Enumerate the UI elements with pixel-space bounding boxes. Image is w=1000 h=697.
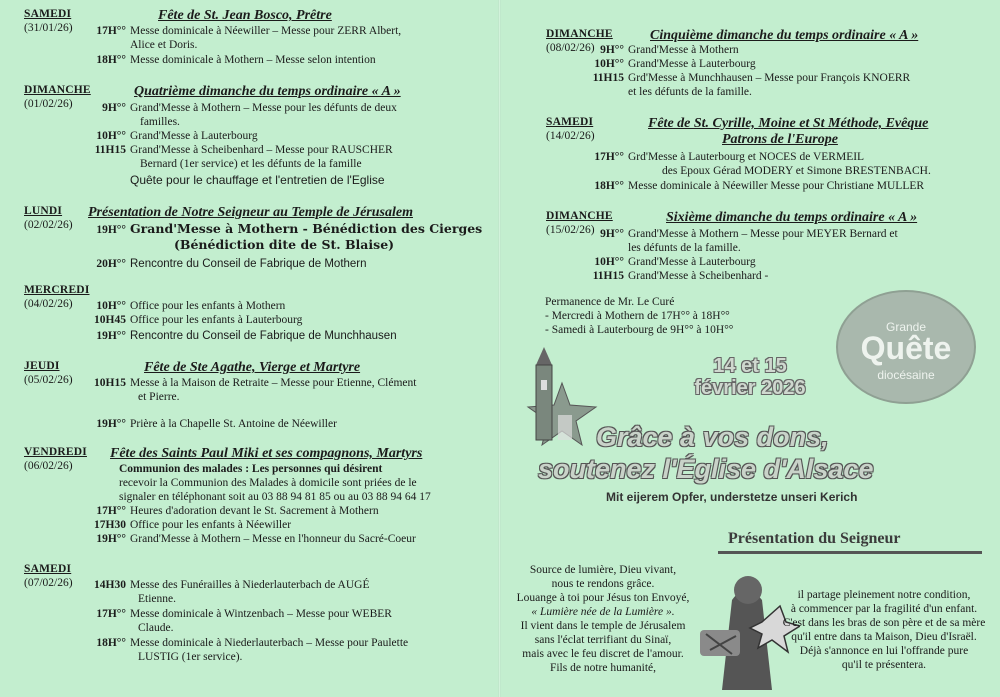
date-label: (07/02/26) [24, 577, 73, 589]
permanence-line: - Mercredi à Mothern de 17H°° à 18H°° [545, 310, 730, 322]
mass-text: Messe des Funérailles à Niederlauterbach de AUGÉ [130, 579, 370, 591]
time: 9H°° [102, 102, 126, 114]
day-label: SAMEDI [546, 116, 594, 128]
time: 11H15 [592, 270, 624, 282]
mass-text: Office pour les enfants à Néewiller [130, 519, 292, 531]
entry-dimanche-0102 [24, 84, 494, 194]
quete-banner-line1: Grâce à vos dons, [596, 422, 829, 452]
permanence-heading: Permanence de Mr. Le Curé [545, 296, 675, 308]
time: 19H°° [96, 224, 126, 236]
feast-title: Fête des Saints Paul Miki et ses compagnons, Martyrs [110, 446, 423, 461]
time: 17H°° [96, 25, 126, 37]
time: 10H°° [96, 130, 126, 142]
mass-text: Grand'Messe à Mothern – Messe pour les défunts de deux [130, 102, 397, 114]
mass-text: Grand'Messe à Mothern [628, 44, 739, 56]
date-label: (01/02/26) [24, 98, 73, 110]
presentation-title: Présentation du Seigneur [728, 530, 901, 547]
feast-title: Présentation de Notre Seigneur au Temple de Jérusalem [88, 205, 413, 220]
feast-title: Cinquième dimanche du temps ordinaire « A » [650, 28, 919, 43]
poem-line: nous te rendons grâce. [551, 578, 655, 590]
time: 17H30 [94, 519, 126, 531]
time: 9H°° [600, 44, 624, 56]
poem-line: à commencer par la fragilité d'un enfant. [790, 603, 978, 615]
day-label: JEUDI [24, 360, 60, 372]
mass-text: et Pierre. [138, 391, 180, 403]
day-label: VENDREDI [24, 446, 87, 458]
entry-samedi-3101 [24, 8, 494, 68]
quete-dates [672, 355, 828, 405]
date-label: (05/02/26) [24, 374, 73, 386]
mass-text: (Bénédiction dite de St. Blaise) [174, 237, 395, 252]
date-label: (31/01/26) [24, 22, 73, 34]
poem-line: Fils de notre humanité, [549, 662, 657, 674]
time: 19H°° [96, 330, 126, 342]
mass-text: Prière à la Chapelle St. Antoine de Néewiller [130, 418, 337, 430]
time: 10H°° [594, 256, 624, 268]
mass-text: LUSTIG (1er service). [138, 651, 243, 663]
mass-text: Grd'Messe à Lauterbourg et NOCES de VERMEIL [628, 151, 865, 163]
feast-title: Sixième dimanche du temps ordinaire « A » [666, 210, 918, 225]
poem-line: Déjà s'annonce en lui l'offrande pure [799, 645, 969, 657]
mass-text: Office pour les enfants à Mothern [130, 300, 286, 312]
poem-line: Source de lumière, Dieu vivant, [529, 564, 677, 576]
mass-text: Claude. [138, 622, 174, 634]
communion-note: Communion des malades : Les personnes qui désirent [119, 463, 383, 475]
mass-text: Grand'Messe à Mothern – Messe pour MEYER Bernard et [628, 228, 898, 240]
mass-text: Heures d'adoration devant le St. Sacrement à Mothern [130, 505, 379, 517]
mass-text: Etienne. [138, 593, 176, 605]
date-label: (15/02/26) [546, 224, 595, 236]
poem-left [503, 563, 703, 675]
quete-small1: Grande [885, 320, 927, 334]
day-label: LUNDI [24, 205, 63, 217]
mass-text: Grand'Messe à Lauterbourg [628, 58, 756, 70]
poem-right [770, 588, 998, 672]
feast-title: Fête de Ste Agathe, Vierge et Martyre [144, 360, 361, 375]
mass-text: des Epoux Gérad MODERY et Simone BRESTENBACH. [662, 165, 931, 177]
time: 18H°° [594, 180, 624, 192]
collection-note: Quête pour le chauffage et l'entretien de l'Eglise [130, 173, 385, 187]
day-label: DIMANCHE [546, 28, 613, 40]
date-label: (08/02/26) [546, 42, 595, 54]
communion-note: recevoir la Communion des Malades à domicile sont priées de le [119, 477, 417, 489]
phone-note: signaler en téléphonant soit au 03 88 94 81 85 ou au 03 88 94 64 17 [119, 491, 431, 503]
mass-text: Alice et Doris. [130, 39, 198, 51]
mass-text: familles. [140, 116, 180, 128]
time: 17H°° [96, 505, 126, 517]
feast-title: Fête de St. Cyrille, Moine et St Méthode, Evêque [648, 116, 929, 131]
mass-text: Messe dominicale à Niederlauterbach – Messe pour Paulette [130, 637, 409, 649]
entry-dimanche-0802 [546, 28, 991, 100]
permanence-line: - Samedi à Lauterbourg de 9H°° à 10H°° [545, 324, 734, 336]
time: 14H30 [94, 579, 126, 591]
poem-line: Il vient dans le temple de Jérusalem [520, 620, 686, 632]
entry-samedi-0702 [24, 563, 494, 673]
time: 11H15 [592, 72, 624, 84]
time: 17H°° [594, 151, 624, 163]
poem-line: il partage pleinement notre condition, [797, 589, 971, 601]
poem-line: sans l'éclat terrifiant du Sinaï, [534, 634, 672, 646]
entry-mercredi-0402 [24, 284, 494, 344]
time: 10H15 [94, 377, 126, 389]
mass-text: Messe dominicale à Wintzenbach – Messe pour WEBER [130, 608, 392, 620]
quete-banner-line2: soutenez l'Église d'Alsace [538, 454, 874, 484]
time: 10H°° [594, 58, 624, 70]
mass-text: et les défunts de la famille. [628, 86, 752, 98]
quete-dates-line1: 14 et 15 [713, 355, 787, 377]
date-label: (14/02/26) [546, 130, 595, 142]
day-label: DIMANCHE [24, 84, 91, 96]
time: 19H°° [96, 418, 126, 430]
quete-diocesaine-logo [836, 290, 976, 404]
time: 18H°° [96, 637, 126, 649]
quete-big: Quête [860, 330, 952, 366]
feast-subtitle: Patrons de l'Europe [722, 132, 838, 147]
date-label: (04/02/26) [24, 298, 73, 310]
feast-title: Fête de St. Jean Bosco, Prêtre [158, 8, 332, 23]
poem-line: C'est dans les bras de son père et de sa mère [782, 617, 986, 629]
quete-subtitle: Mit eijerem Opfer, understetze unseri Kerich [606, 490, 858, 504]
mass-text: Messe dominicale à Mothern – Messe selon intention [130, 54, 376, 66]
time: 10H45 [94, 314, 126, 326]
mass-text: Bernard (1er service) et les défunts de la famille [140, 158, 362, 170]
entry-samedi-1402 [546, 116, 991, 196]
feast-title: Quatrième dimanche du temps ordinaire « A » [134, 84, 401, 99]
day-label: MERCREDI [24, 284, 90, 296]
title-underline [718, 551, 982, 554]
entry-jeudi-0502 [24, 360, 494, 430]
mass-text: Office pour les enfants à Lauterbourg [130, 314, 303, 326]
time: 17H°° [96, 608, 126, 620]
time: 20H°° [96, 258, 126, 270]
mass-text: les défunts de la famille. [628, 242, 741, 254]
day-label: SAMEDI [24, 8, 72, 20]
entry-vendredi-0602 [24, 446, 494, 546]
mass-text: Messe dominicale à Néewiller Messe pour Christiane MULLER [628, 180, 925, 192]
mass-text: Grand'Messe à Scheibenhard - [628, 270, 769, 282]
mass-text: Grand'Messe à Scheibenhard – Messe pour RAUSCHER [130, 144, 393, 156]
mass-text: Grand'Messe à Mothern – Messe en l'honneur du Sacré-Coeur [130, 533, 416, 545]
entry-lundi-0202 [24, 205, 494, 275]
time: 18H°° [96, 54, 126, 66]
entry-dimanche-1502 [546, 210, 991, 286]
date-label: (06/02/26) [24, 460, 73, 472]
time: 10H°° [96, 300, 126, 312]
mass-text: Rencontre du Conseil de Fabrique de Munchhausen [130, 330, 397, 342]
date-label: (02/02/26) [24, 219, 73, 231]
mass-text: Rencontre du Conseil de Fabrique de Mothern [130, 258, 367, 270]
time: 19H°° [96, 533, 126, 545]
poem-line: mais avec le feu discret de l'amour. [522, 648, 684, 660]
mass-text: Grd'Messe à Munchhausen – Messe pour François KNOERR [628, 72, 911, 84]
mass-text: Messe dominicale à Néewiller – Messe pour ZERR Albert, [130, 25, 402, 37]
day-label: SAMEDI [24, 563, 72, 575]
quete-dates-line2: février 2026 [694, 377, 806, 399]
permanence-info [545, 295, 785, 341]
poem-line: qu'il te présentera. [841, 659, 927, 671]
poem-line: Louange à toi pour Jésus ton Envoyé, [516, 592, 690, 604]
page-fold [498, 0, 501, 697]
poem-line: « Lumière née de la Lumière ». [531, 606, 675, 618]
mass-text: Messe à la Maison de Retraite – Messe pour Etienne, Clément [130, 377, 417, 389]
time: 9H°° [600, 228, 624, 240]
mass-text: Grand'Messe à Lauterbourg [130, 130, 258, 142]
mass-text: Grand'Messe à Mothern - Bénédiction des Cierges [130, 221, 483, 236]
quete-small2: diocésaine [877, 368, 935, 382]
church-star-icon [518, 345, 606, 455]
poem-line: qu'il entre dans ta Maison, Dieu d'Israël. [791, 631, 977, 643]
day-label: DIMANCHE [546, 210, 613, 222]
mass-text: Grand'Messe à Lauterbourg [628, 256, 756, 268]
time: 11H15 [94, 144, 126, 156]
